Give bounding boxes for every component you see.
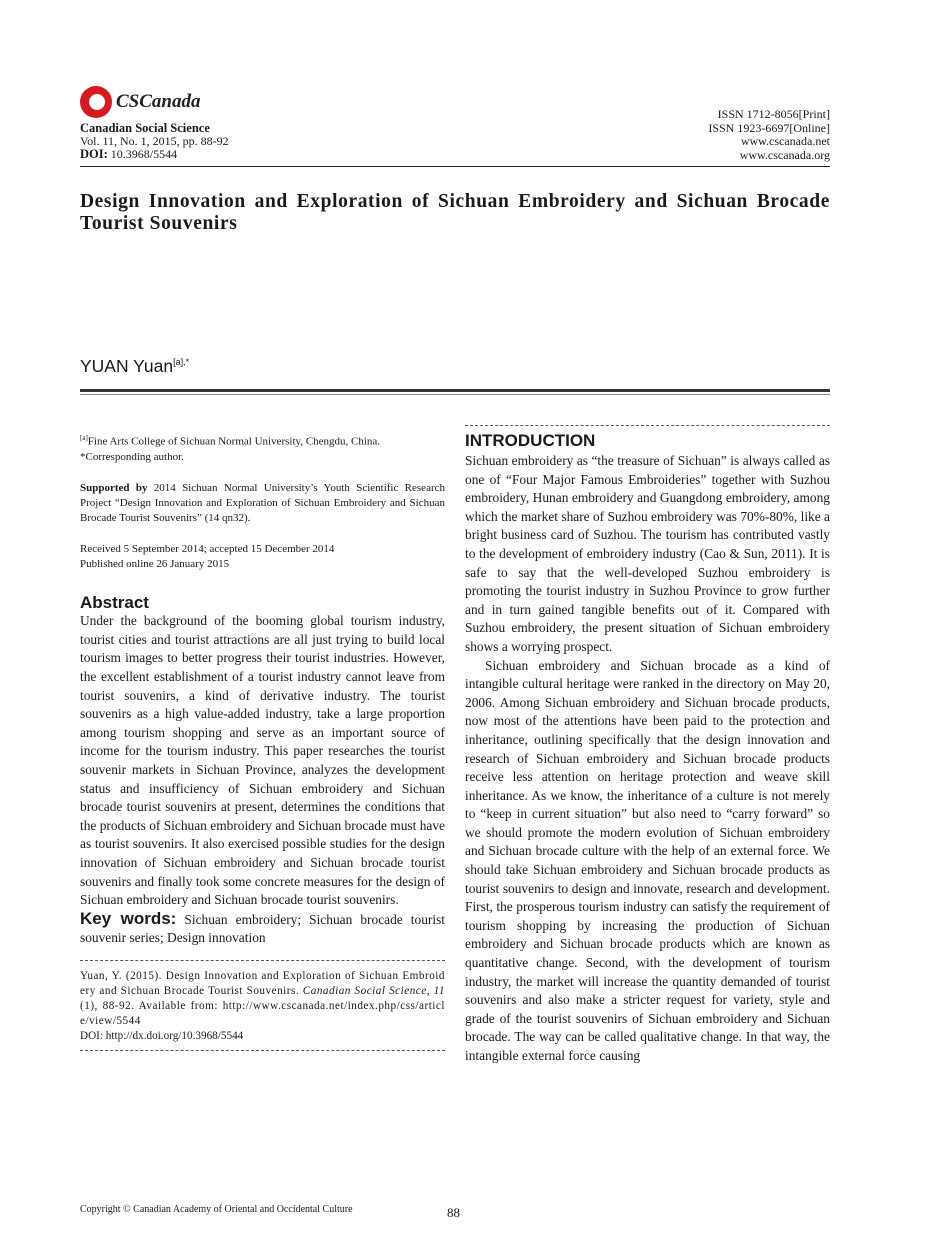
intro-paragraph-2: Sichuan embroidery and Sichuan brocade as a kind of intangible cultural heritage were ranked in the directory on May 20, 2006. Among Sichuan embroidery and Sichuan brocade products, now most of the attentions have been paid to the protection and inheritance, outlining specifically that the design innovation and research of Sichuan embroidery and Sichuan brocade products receive less attention on heritage protection and weave skill inheritance. As we know, the inheritance of a culture is not merely to “keep in current situation” but also need to “carry forward” so we should promote the modern evolution of Sichuan embroidery and Sichuan brocade culture with the help of an external force. We should take Sichuan embroidery and Sichuan brocade products as tourist souvenirs to design and innovate, research and development. First, the prosperous tourism industry can satisfy the requirement of tourism shopping by increasing the production of Sichuan embroidery and Sichuan brocade products which are known as quantitative change. Second, with the development of tourism industry, the market will increase the quantity demanded of tourist souvenirs and also make a stricter request for variety, style and grade of the tourist souvenirs of Sichuan embroidery and Sichuan brocade. The way can be called qualitative change. In that way, the intangible external force causing <box>465 657 830 1063</box>
funding <box>80 481 445 526</box>
issn-print: ISSN 1712-8056[Print] <box>717 107 830 121</box>
right-column <box>465 425 830 1066</box>
left-column <box>80 431 445 1051</box>
journal-name: Canadian Social Science <box>80 121 210 135</box>
volume-info: Vol. 11, No. 1, 2015, pp. 88-92 <box>80 134 229 148</box>
citation-journal: Canadian Social Science, 11 <box>302 984 445 997</box>
copyright: Copyright © Canadian Academy of Oriental and Occidental Culture <box>80 1204 353 1215</box>
intro-divider <box>465 425 830 426</box>
received-date: Received 5 September 2014; accepted 15 December 2014 <box>80 542 335 555</box>
affiliation <box>80 431 445 465</box>
url-net[interactable]: www.cscanada.net <box>740 134 830 148</box>
keywords <box>80 910 445 948</box>
citation-divider-bottom <box>80 1050 445 1051</box>
brand-name: CSCanada <box>116 91 201 112</box>
doi: 10.3968/5544 <box>110 147 178 161</box>
author-name: YUAN Yuan <box>80 356 174 376</box>
support-label: Supported by <box>80 481 148 494</box>
page-number: 88 <box>447 1205 460 1220</box>
author-rule <box>80 389 830 395</box>
abstract-heading: Abstract <box>80 592 149 612</box>
corresponding-author: *Corresponding author. <box>80 450 184 463</box>
intro-paragraph-1: Sichuan embroidery as “the treasure of Sichuan” is always called as one of “Four Major Famous Embroideries” together with Suzhou embroidery, Hunan embroidery and Guangdong embroidery, among which the market share of Suzhou embroidery was 70%-80%, like a bright business card of Suzhou. The tourism has contributed vastly to the development of embroidery industry (Cao & Sun, 2011). It is safe to say that the well-developed Suzhou embroidery is promoting the tourist industry in Suzhou Province to grow further and in turn gained tangible benefits out of it. Compared with Suzhou embroidery, the present situation of Sichuan embroidery shows a worrying prospect. <box>465 453 830 654</box>
citation-text: Yuan, Y. (2015). Design Innovation and Exploration of Sichuan Embroidery and Sichuan Brocade Tourist Souvenirs. <box>80 969 445 997</box>
keywords-label: Key words: <box>80 908 177 928</box>
maple-leaf-logo-icon <box>80 86 112 118</box>
support-text: 2014 Sichuan Normal University’s Youth Scientific Research Project “Design Innovation and Exploration of Sichuan Embroidery and Sichuan Brocade Tourist Souvenirs” (14 qn32). <box>80 481 445 524</box>
header-rule <box>80 166 830 167</box>
author <box>80 356 189 377</box>
issn-online: ISSN 1923-6697[Online] <box>708 120 830 135</box>
journal-info <box>80 122 229 161</box>
citation-doi[interactable]: DOI: http://dx.doi.org/10.3968/5544 <box>80 1029 244 1042</box>
affiliation-sup: [a] <box>80 434 88 442</box>
published-date: Published online 26 January 2015 <box>80 557 230 570</box>
introduction-heading: INTRODUCTION <box>465 431 596 450</box>
abstract-text: Under the background of the booming global tourism industry, tourist cities and tourist attractions are all just trying to build local tourism images to better progress their tourist industries. However, the excellent establishment of a tourist industry cannot leave from tourist souvenirs, a kind of derivative industry. The tourist souvenirs as a high value-added industry, take a large proportion among tourism shopping and serve as an important source of income for the tourism industry. This paper researches the tourist souvenir markets in Sichuan Province, analyzes the development status and insufficiency of Sichuan embroidery and Sichuan brocade tourist souvenirs at present, determines the conditions that the products of Sichuan embroidery and Sichuan brocade must have as tourist souvenirs. It also exercised possible studies for the design innovation of Sichuan embroidery and Sichuan brocade tourist souvenirs and finally took some concrete measures for the design of Sichuan embroidery and Sichuan brocade tourist souvenirs. <box>80 613 445 908</box>
doi-label: DOI: <box>80 147 108 161</box>
dates <box>80 542 445 572</box>
affiliation-text: Fine Arts College of Sichuan Normal University, Chengdu, China. <box>87 435 381 448</box>
citation <box>80 961 445 1050</box>
author-sup: [a],* <box>173 357 190 368</box>
citation-url[interactable]: (1), 88-92. Available from: http://www.cscanada.net/index.php/css/article/view/5544 <box>80 999 445 1027</box>
paper-title: Design Innovation and Exploration of Sichuan Embroidery and Sichuan Brocade Tourist Souvenirs <box>80 191 830 234</box>
cscanada-logo <box>80 86 200 118</box>
keywords-text: Sichuan embroidery; Sichuan brocade tourist souvenir series; Design innovation <box>80 911 445 946</box>
url-org[interactable]: www.cscanada.org <box>739 147 830 162</box>
issn-info <box>708 108 830 162</box>
